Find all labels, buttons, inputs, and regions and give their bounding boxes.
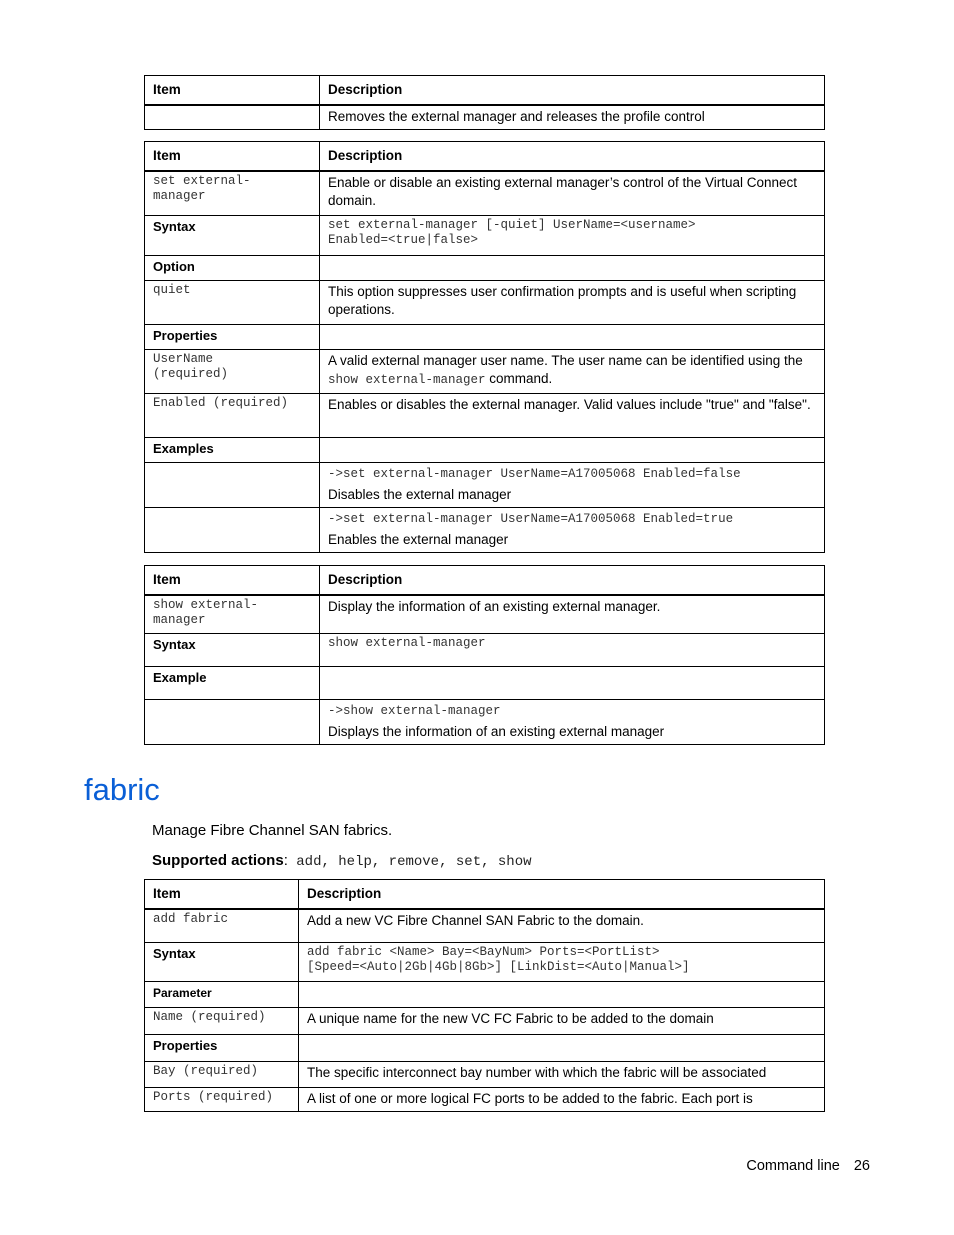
page-footer — [746, 1158, 870, 1174]
table-row — [145, 437, 825, 462]
table-header-row — [145, 76, 825, 106]
command-description: Add a new VC Fibre Channel SAN Fabric to the domain. — [299, 909, 825, 942]
supported-actions-list: add, help, remove, set, show — [287, 854, 532, 870]
example-code: ->set external-manager UserName=A17005068 Enabled=true — [328, 511, 734, 526]
table-row — [145, 666, 825, 699]
table-row — [145, 255, 825, 280]
header-description: Description — [320, 566, 825, 596]
parameter-label: Parameter — [145, 981, 299, 1007]
example-text: Enables the external manager — [328, 531, 509, 547]
property-name: Enabled (required) — [145, 393, 320, 437]
supported-actions: Supported actions: add, help, remove, set, show — [152, 852, 532, 870]
table-row — [145, 105, 825, 130]
option-description: This option suppresses user confirmation prompts and is useful when scripting operations. — [320, 280, 825, 324]
property-description: The specific interconnect bay number with which the fabric will be associated — [299, 1061, 825, 1087]
example-cell — [320, 507, 825, 552]
table-row — [145, 1061, 825, 1087]
command-description: Display the information of an existing external manager. — [320, 595, 825, 633]
footer-section: Command line — [746, 1158, 840, 1174]
cell-item — [145, 105, 320, 130]
table-add-fabric — [144, 879, 825, 1112]
section-intro: Manage Fibre Channel SAN fabrics. — [152, 822, 393, 839]
syntax-value: show external-manager — [320, 633, 825, 666]
table-row — [145, 909, 825, 942]
table-row — [145, 699, 825, 744]
command-name: add fabric — [145, 909, 299, 942]
property-name: Bay (required) — [145, 1061, 299, 1087]
table-row — [145, 1087, 825, 1111]
table-row — [145, 942, 825, 981]
table-row — [145, 462, 825, 507]
table-row — [145, 1034, 825, 1061]
table-header-row — [145, 566, 825, 596]
example-cell — [320, 699, 825, 744]
table-row — [145, 171, 825, 215]
property-description: Enables or disables the external manager. Valid values include "true" and "false". — [320, 393, 825, 437]
syntax-label: Syntax — [145, 942, 299, 981]
header-description: Description — [299, 880, 825, 910]
syntax-label: Syntax — [145, 215, 320, 255]
syntax-label: Syntax — [145, 633, 320, 666]
property-description-text: A valid external manager user name. The user name can be identified using the — [328, 352, 803, 368]
example-cell — [320, 462, 825, 507]
property-description-text-end: command. — [485, 370, 553, 386]
supported-actions-label: Supported actions — [152, 852, 284, 869]
table-row — [145, 507, 825, 552]
table-row — [145, 349, 825, 393]
command-name: set external- manager — [145, 171, 320, 215]
table-remove-external-manager — [144, 75, 825, 130]
table-header-row — [145, 142, 825, 172]
table-header-row — [145, 880, 825, 910]
example-text: Disables the external manager — [328, 486, 512, 502]
example-label: Example — [145, 666, 320, 699]
table-row — [145, 215, 825, 255]
table-row — [145, 324, 825, 349]
header-description: Description — [320, 142, 825, 172]
header-description: Description — [320, 76, 825, 106]
property-description — [320, 349, 825, 393]
syntax-value: add fabric <Name> Bay=<BayNum> Ports=<PortList> [Speed=<Auto|2Gb|4Gb|8Gb>] [LinkDist=<Auto|Manual>] — [299, 942, 825, 981]
example-code: ->show external-manager — [328, 703, 501, 718]
parameter-name: Name (required) — [145, 1007, 299, 1034]
properties-label: Properties — [145, 324, 320, 349]
table-row — [145, 1007, 825, 1034]
page-number: 26 — [853, 1158, 870, 1174]
table-row — [145, 633, 825, 666]
table-row — [145, 280, 825, 324]
table-set-external-manager — [144, 141, 825, 553]
command-description: Enable or disable an existing external manager’s control of the Virtual Connect domain. — [320, 171, 825, 215]
header-item: Item — [145, 880, 299, 910]
section-heading: fabric — [84, 772, 160, 807]
table-row — [145, 595, 825, 633]
header-item: Item — [145, 76, 320, 106]
table-row — [145, 393, 825, 437]
examples-label: Examples — [145, 437, 320, 462]
parameter-description: A unique name for the new VC FC Fabric to be added to the domain — [299, 1007, 825, 1034]
header-item: Item — [145, 142, 320, 172]
table-row — [145, 981, 825, 1007]
header-item: Item — [145, 566, 320, 596]
syntax-value: set external-manager [-quiet] UserName=<username> Enabled=<true|false> — [320, 215, 825, 255]
cell-description: Removes the external manager and releases the profile control — [320, 105, 825, 130]
command-name: show external- manager — [145, 595, 320, 633]
example-code: ->set external-manager UserName=A17005068 Enabled=false — [328, 466, 741, 481]
property-name: Ports (required) — [145, 1087, 299, 1111]
option-label: Option — [145, 255, 320, 280]
property-name: UserName (required) — [145, 349, 320, 393]
table-show-external-manager — [144, 565, 825, 745]
example-text: Displays the information of an existing external manager — [328, 723, 665, 739]
property-description: A list of one or more logical FC ports to be added to the fabric. Each port is — [299, 1087, 825, 1111]
inline-code: show external-manager — [328, 372, 486, 387]
properties-label: Properties — [145, 1034, 299, 1061]
option-name: quiet — [145, 280, 320, 324]
